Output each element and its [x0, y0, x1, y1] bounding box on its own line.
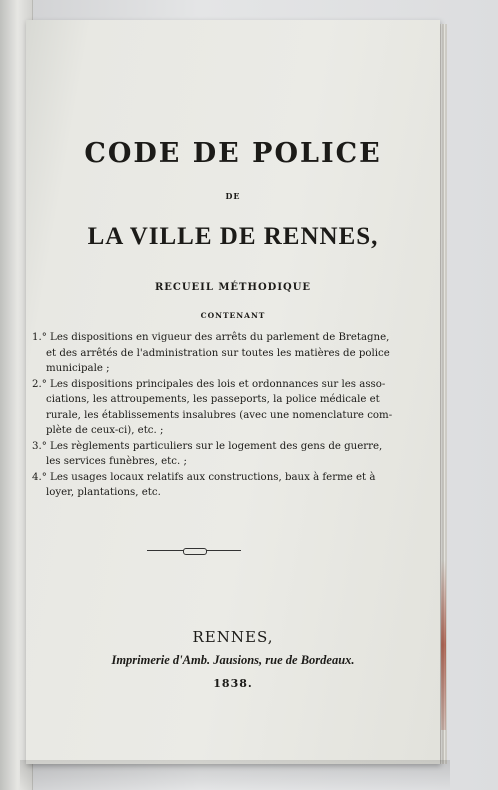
page-edge-stain [441, 560, 446, 730]
item-line: plète de ceux-ci), etc. ; [46, 425, 164, 436]
ornamental-rule [147, 548, 241, 553]
book-subtitle: LA VILLE DE RENNES, [87, 223, 379, 250]
item-line: ciations, les attroupements, les passeports, la police médicale et [46, 394, 380, 405]
title-connector: DE [225, 191, 241, 201]
rule-ornament [183, 548, 207, 555]
item-line: et des arrêtés de l'administration sur toutes les matières de police [46, 347, 390, 359]
item-line: municipale ; [46, 363, 110, 374]
contents-item-4 [32, 470, 376, 501]
item-line: 2.° Les dispositions principales des lois et ordonnances sur les asso- [32, 378, 386, 390]
book-shadow [20, 760, 450, 790]
book-title: CODE DE POLICE [84, 138, 382, 169]
contents-heading: CONTENANT [200, 311, 266, 320]
item-line: 3.° Les règlements particuliers sur le logement des gens de guerre, [32, 440, 383, 452]
item-line: rurale, les établissements insalubres (avec une nomenclature com- [46, 409, 393, 421]
item-line: loyer, plantations, etc. [46, 487, 161, 498]
title-page [26, 20, 440, 764]
imprint-city: RENNES, [192, 628, 274, 646]
imprint-year: 1838. [213, 677, 253, 690]
contents-item-2 [32, 377, 393, 439]
item-line: 4.° Les usages locaux relatifs aux constructions, baux à ferme et à [32, 471, 376, 483]
contents-list [32, 330, 393, 501]
item-line: 1.° Les dispositions en vigueur des arrêts du parlement de Bretagne, [32, 332, 390, 343]
item-line: les services funèbres, etc. ; [46, 456, 187, 467]
collection-label: RECUEIL MÉTHODIQUE [154, 282, 312, 293]
contents-item-1 [32, 330, 390, 377]
contents-item-3 [32, 439, 383, 470]
imprint-printer: Imprimerie d'Amb. Jausions, rue de Bordeaux. [111, 653, 355, 667]
